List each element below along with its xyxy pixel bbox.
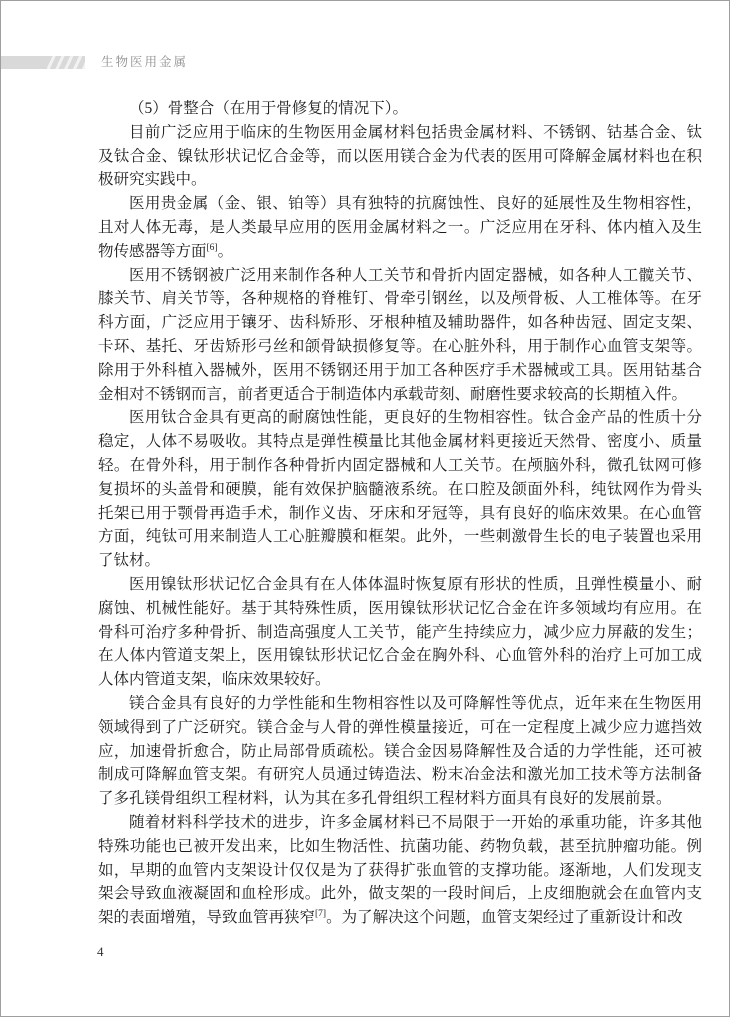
paragraph-magnesium-alloy: 镁合金具有良好的力学性能和生物相容性以及可降解性等优点，近年来在生物医用领域得到了广泛研究。镁合金与人骨的弹性模量接近，可在一定程度上减少应力遮挡效应，加速骨折愈合，防止局部骨质疏松。镁合金因易降解性及合适的力学性能，还可被制成可降解血管支架。有研究人员通过铸造法、粉末冶金法和激光加工技术等方法制备了多孔镁骨组织工程材料，认为其在多孔骨组织工程材料方面具有良好的发展前景。: [98, 694, 702, 808]
paragraph-functional-development-text: 随着材料科学技术的进步，许多金属材料已不局限于一开始的承重功能，许多其他特殊功能也已被开发出来，比如生物活性、抗菌功能、药物负载，甚至抗肿瘤功能。例如，早期的血管内支架设计仅仅是为了获得扩张血管的支撑功能。逐渐地，人们发现支架会导致血液凝固和血栓形成。此外，做支架的一段时间后，上皮细胞就会在血管内支架的表面增殖，导致血管再狭窄: [98, 813, 702, 927]
reference-marker-7: [7]: [315, 908, 327, 919]
paragraph-nitinol-shape-memory: 医用镍钛形状记忆合金具有在人体体温时恢复原有形状的性质，且弹性模量小、耐腐蚀、机械性能好。基于其特殊性质，医用镍钛形状记忆合金在许多领域均有应用。在骨科可治疗多种骨折、制造高强度人工关节，能产生持续应力，减少应力屏蔽的发生；在人体内管道支架上，医用镍钛形状记忆合金在胸外科、心血管外科的治疗上可加工成人体内管道支架，临床效果较好。: [98, 575, 702, 689]
reference-marker-6: [6]: [206, 242, 218, 253]
header-accent-bar: [1, 56, 85, 69]
page-body: [98, 97, 702, 930]
running-header-title: 生物医用金属: [101, 55, 189, 69]
paragraph-clinical-metals-overview: 目前广泛应用于临床的生物医用金属材料包括贵金属材料、不锈钢、钴基合金、钛及钛合金、镍钛形状记忆合金等，而以医用镁合金为代表的医用可降解金属材料也在积极研究实践中。: [98, 123, 702, 189]
paragraph-precious-metals-text: 医用贵金属（金、银、铂等）具有独特的抗腐蚀性、良好的延展性及生物相容性，且对人体无毒，是人类最早应用的医用金属材料之一。广泛应用在牙科、体内植入及生物传感器等方面: [98, 195, 702, 260]
paragraph-stainless-steel-cobalt: 医用不锈钢被广泛用来制作各种人工关节和骨折内固定器械，如各种人工髋关节、膝关节、肩关节等，各种规格的脊椎钉、骨牵引钢丝，以及颅骨板、人工椎体等。在牙科方面，广泛应用于镶牙、齿科矫形、牙根种植及辅助器件，如各种齿冠、固定支架、卡环、基托、牙齿矫形弓丝和颌骨缺损修复等。在心脏外科，用于制作心血管支架等。除用于外科植入器械外，医用不锈钢还用于加工各种医疗手术器械或工具。医用钴基合金相对不锈钢而言，前者更适合于制造体内承载苛刻、耐磨性要求较高的长期植入件。: [98, 266, 702, 403]
paragraph-functional-development: [98, 811, 702, 930]
page-number: 4: [97, 944, 104, 959]
paragraph-precious-metals-end: 。: [217, 242, 234, 260]
paragraph-functional-development-end: 。为了解决这个问题，血管支架经过了重新设计和改: [326, 909, 683, 927]
paragraph-osseointegration-item: （5）骨整合（在用于骨修复的情况下）。: [129, 100, 409, 117]
paragraph-precious-metals: [98, 192, 702, 263]
paragraph-titanium-alloy: 医用钛合金具有更高的耐腐蚀性能，更良好的生物相容性。钛合金产品的性质十分稳定，人体不易吸收。其特点是弹性模量比其他金属材料更接近天然骨、密度小、质量轻。在骨外科，用于制作各种骨折内固定器械和人工关节。在颅脑外科，微孔钛网可修复损坏的头盖骨和硬膜，能有效保护脑髓液系统。在口腔及颌面外科，纯钛网作为骨头托架已用于颚骨再造手术，制作义齿、牙床和牙冠等，具有良好的临床效果。在心血管方面，纯钛可用来制造人工心脏瓣膜和框架。此外，一些刺激骨生长的电子装置也采用了钛材。: [98, 409, 702, 570]
